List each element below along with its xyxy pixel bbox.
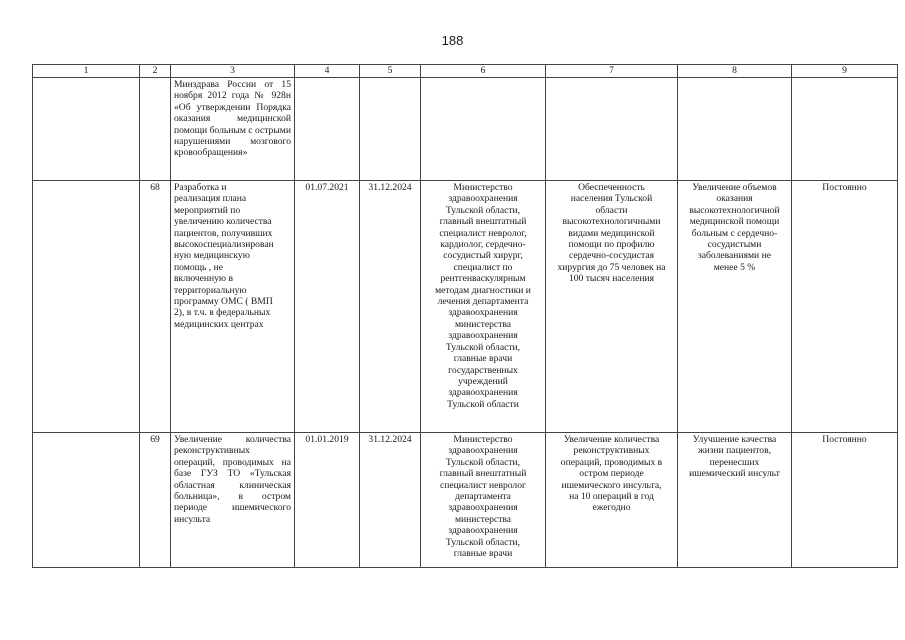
characteristic-text: Увеличение количества реконструктивных операций, проводимых в остром периоде ишемического инсульта, на 10 операций в год ежегодно [560, 434, 663, 514]
responsible-text: Министерство здравоохранения Тульской области, главный внештатный специалист невролог, кардиолог, сердечно- сосудистый хирург, специалист по рентгенваскулярным методам диагностики и лечения департамента здравоохранения министерства здравоохранения Тульской области, главные врачи государственных учреждений здравоохранения Тульской области [435, 182, 531, 410]
events-table [32, 64, 898, 568]
event-text: Минздрава России от 15 ноября 2012 года № 928н «Об утверждении Порядка оказания медицинской помощи больным с острыми нарушениями мозгового кровообращения» [174, 79, 292, 159]
cell-col1 [33, 433, 140, 568]
cell-number: 69 [140, 433, 171, 568]
cell-event [171, 433, 295, 568]
table-row [33, 78, 898, 181]
cell-start-date: 01.01.2019 [295, 433, 360, 568]
column-header: 7 [546, 65, 678, 78]
characteristic-text: Обеспеченность населения Тульской области высокотехнологичными видами медицинской помощи по профилю сердечно-сосудистая хирургия до 75 человек на 100 тысяч населения [557, 182, 666, 285]
cell-responsible [421, 181, 546, 433]
column-header: 9 [792, 65, 898, 78]
cell-result [678, 433, 792, 568]
column-header: 2 [140, 65, 171, 78]
cell-responsible [421, 433, 546, 568]
cell-end-date [360, 78, 421, 181]
column-header: 1 [33, 65, 140, 78]
cell-term: Постоянно [792, 433, 898, 568]
cell-result [678, 181, 792, 433]
cell-number [140, 78, 171, 181]
page-number: 188 [441, 33, 464, 48]
table-row [33, 181, 898, 433]
result-text: Увеличение объемов оказания высокотехнологичной медицинской помощи больным с сердечно- сосудистыми заболеваниями не менее 5 % [689, 182, 780, 273]
cell-event [171, 181, 295, 433]
column-header: 5 [360, 65, 421, 78]
column-header: 4 [295, 65, 360, 78]
responsible-text: Министерство здравоохранения Тульской области, главный внештатный специалист невролог департамента здравоохранения министерства здравоохранения Тульской области, главные врачи [439, 434, 527, 560]
cell-characteristic [546, 433, 678, 568]
cell-start-date [295, 78, 360, 181]
cell-end-date: 31.12.2024 [360, 433, 421, 568]
cell-event [171, 78, 295, 181]
cell-end-date: 31.12.2024 [360, 181, 421, 433]
event-text: Разработка и реализация плана мероприятий по увеличению количества пациентов, получивших высокоспециализирован ную медицинскую помощь , не включенную в территориальную программу ОМС ( ВМП 2), в т.ч. в федеральных медицинских центрах [174, 182, 274, 330]
column-header: 3 [171, 65, 295, 78]
header-row [33, 65, 898, 78]
cell-characteristic [546, 181, 678, 433]
cell-number: 68 [140, 181, 171, 433]
cell-col1 [33, 78, 140, 181]
event-text: Увеличение количества реконструктивных операций, проводимых на базе ГУЗ ТО «Тульская областная клиническая больница», в остром периоде ишемического инсульта [174, 434, 291, 525]
column-header: 6 [421, 65, 546, 78]
cell-responsible [421, 78, 546, 181]
cell-col1 [33, 181, 140, 433]
cell-characteristic [546, 78, 678, 181]
cell-start-date: 01.07.2021 [295, 181, 360, 433]
result-text: Улучшение качества жизни пациентов, перенесших ишемический инсульт [689, 434, 780, 480]
column-header: 8 [678, 65, 792, 78]
table-row [33, 433, 898, 568]
cell-term [792, 78, 898, 181]
cell-result [678, 78, 792, 181]
cell-term: Постоянно [792, 181, 898, 433]
